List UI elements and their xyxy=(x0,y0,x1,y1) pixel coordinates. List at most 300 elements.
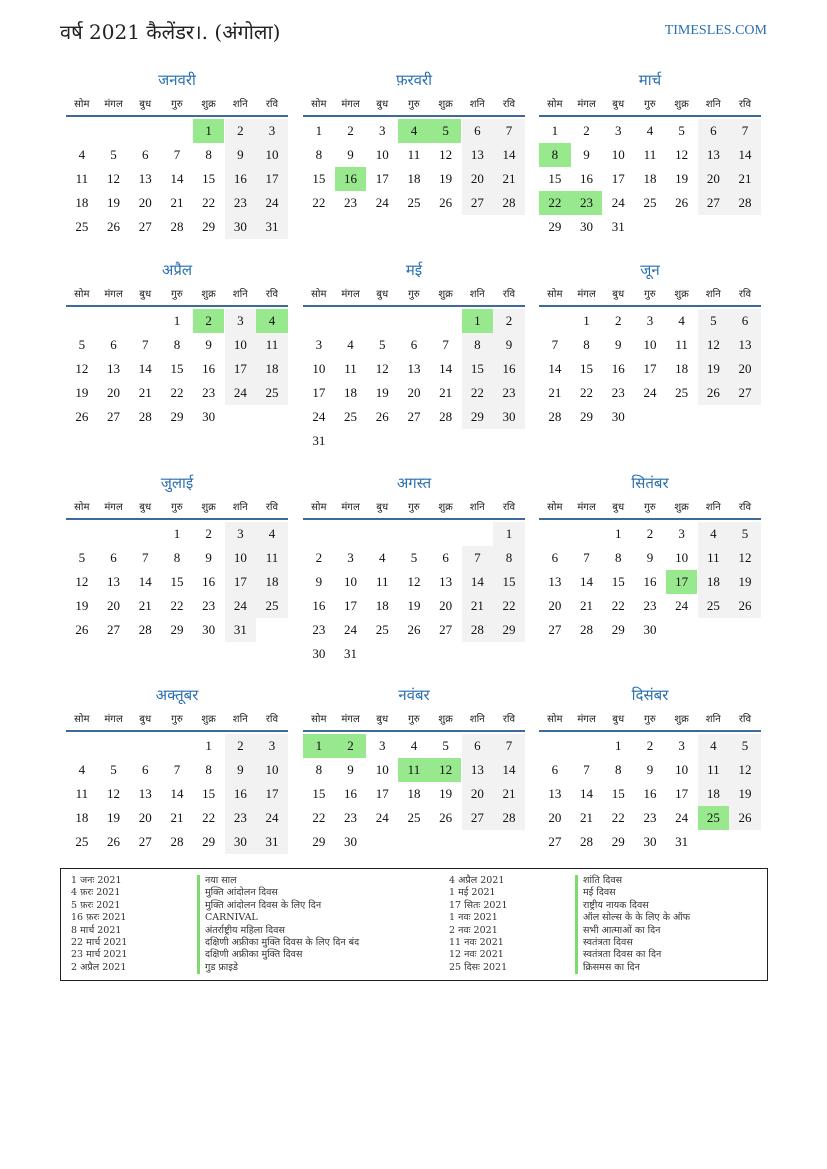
day-cell: 4 xyxy=(78,147,86,162)
day-cell: 7 xyxy=(173,147,181,162)
day-cell: 2 xyxy=(225,734,257,758)
day-cell: 22 xyxy=(170,385,184,400)
weekday-label: रवि xyxy=(738,99,752,110)
day-cell: 17 xyxy=(225,570,257,594)
day-cell: 6 xyxy=(551,762,559,777)
day-cell: 24 xyxy=(675,810,689,825)
day-cell: 6 xyxy=(462,734,494,758)
day-cell: 29 xyxy=(312,834,326,849)
legend-holiday-name: राष्ट्रीय नायक दिवस xyxy=(583,899,649,911)
legend-holiday-name: क्रिसमस का दिन xyxy=(583,961,640,973)
day-cell: 27 xyxy=(548,834,562,849)
day-cell: 28 xyxy=(729,191,761,215)
weekday-label: शुक्र xyxy=(201,502,216,513)
weekday-label: शनि xyxy=(232,502,248,513)
legend-date: 2 अप्रैल 2021 xyxy=(71,961,127,973)
legend-marker xyxy=(575,937,578,949)
day-cell: 10 xyxy=(675,550,689,565)
day-cell: 8 xyxy=(583,337,590,352)
day-cell: 14 xyxy=(170,171,184,186)
day-cell: 24 xyxy=(256,191,288,215)
legend-item xyxy=(71,925,359,937)
legend-marker xyxy=(197,937,200,949)
day-cell: 17 xyxy=(375,171,389,186)
day-cell: 29 xyxy=(580,409,594,424)
day-cell: 28 xyxy=(439,409,453,424)
holiday-day-cell: 22 xyxy=(539,191,571,215)
day-cell: 6 xyxy=(442,550,449,565)
day-cell: 21 xyxy=(138,385,152,400)
day-cell: 9 xyxy=(614,337,622,352)
day-cell: 18 xyxy=(675,361,689,376)
holiday-day-cell: 1 xyxy=(303,734,335,758)
legend-marker xyxy=(197,962,200,974)
day-cell: 20 xyxy=(462,782,494,806)
day-cell: 16 xyxy=(312,598,326,613)
weekday-label: गुरु xyxy=(408,714,420,725)
day-cell: 15 xyxy=(312,786,326,801)
weekday-label: रवि xyxy=(265,289,279,300)
day-cell: 21 xyxy=(170,195,184,210)
day-cell: 7 xyxy=(141,337,149,352)
weekday-header xyxy=(66,712,288,732)
legend-holiday-name: स्वतंत्रता दिवस का दिन xyxy=(583,949,662,961)
legend-marker xyxy=(197,925,200,937)
day-cell: 2 xyxy=(493,309,525,333)
day-cell: 25 xyxy=(698,594,730,618)
day-cell: 11 xyxy=(256,333,288,357)
weekday-label: बुध xyxy=(376,289,389,300)
legend-date: 12 नवः 2021 xyxy=(449,949,504,961)
weekday-label: रवि xyxy=(265,714,279,725)
day-cell: 14 xyxy=(462,570,494,594)
weekday-label: बुध xyxy=(376,502,389,513)
day-cell: 17 xyxy=(375,786,389,801)
weekday-header xyxy=(303,500,525,520)
day-cell: 16 xyxy=(202,361,216,376)
legend-marker xyxy=(197,875,200,887)
day-cell: 26 xyxy=(107,834,121,849)
day-cell: 4 xyxy=(410,738,418,753)
holiday-day-cell: 11 xyxy=(398,758,430,782)
weekday-label: शनि xyxy=(469,99,485,110)
day-cell: 11 xyxy=(675,337,688,352)
weekday-label: मंगल xyxy=(577,714,596,725)
day-cell: 28 xyxy=(138,622,152,637)
day-cell: 10 xyxy=(675,762,689,777)
day-cell: 23 xyxy=(611,385,625,400)
legend-item xyxy=(449,949,690,961)
day-cell: 9 xyxy=(225,143,257,167)
weekday-label: बुध xyxy=(376,714,389,725)
weekday-label: सोम xyxy=(311,502,327,513)
day-cell: 29 xyxy=(493,618,525,642)
day-cell: 4 xyxy=(378,550,386,565)
day-cell: 30 xyxy=(225,830,257,854)
day-cell: 3 xyxy=(256,119,288,143)
day-cell: 4 xyxy=(698,522,730,546)
day-cell: 6 xyxy=(462,119,494,143)
day-cell: 23 xyxy=(493,381,525,405)
holiday-day-cell: 4 xyxy=(398,119,430,143)
day-cell: 26 xyxy=(375,409,389,424)
day-cell: 8 xyxy=(462,333,494,357)
day-cell: 13 xyxy=(548,574,562,589)
day-cell: 19 xyxy=(375,385,389,400)
day-cell: 25 xyxy=(75,219,89,234)
month-name: दिसंबर xyxy=(631,686,669,704)
day-cell: 23 xyxy=(344,195,358,210)
day-cell: 11 xyxy=(344,361,357,376)
legend-holiday-name: सभी आत्माओं का दिन xyxy=(583,924,661,936)
weekday-label: शुक्र xyxy=(201,289,216,300)
weekday-label: बुध xyxy=(612,99,625,110)
day-cell: 27 xyxy=(407,409,421,424)
legend-marker xyxy=(575,949,578,961)
day-cell: 23 xyxy=(643,810,657,825)
day-cell: 5 xyxy=(110,147,117,162)
page-title: वर्ष 2021 कैलेंडर।. (अंगोला) xyxy=(60,20,281,44)
day-cell: 30 xyxy=(202,622,216,637)
day-cell: 19 xyxy=(407,598,421,613)
weekday-label: शनि xyxy=(469,289,485,300)
legend-item xyxy=(71,912,359,924)
day-cell: 9 xyxy=(646,550,654,565)
day-cell: 3 xyxy=(678,526,685,541)
day-cell: 6 xyxy=(410,337,418,352)
legend-marker xyxy=(197,912,200,924)
day-cell: 6 xyxy=(141,762,149,777)
holiday-day-cell: 23 xyxy=(571,191,603,215)
day-cell: 18 xyxy=(407,171,421,186)
day-cell: 18 xyxy=(256,357,288,381)
day-cell: 11 xyxy=(643,147,657,162)
day-cell: 19 xyxy=(107,810,121,825)
holiday-day-cell: 2 xyxy=(335,734,367,758)
weekday-label: सोम xyxy=(74,99,90,110)
day-cell: 1 xyxy=(173,313,181,328)
legend-date: 11 नवः 2021 xyxy=(449,936,504,948)
day-cell: 3 xyxy=(614,123,622,138)
weekday-label: गुरु xyxy=(644,502,656,513)
day-cell: 15 xyxy=(312,171,326,186)
day-cell: 26 xyxy=(729,806,761,830)
day-cell: 9 xyxy=(493,333,525,357)
day-cell: 13 xyxy=(107,361,121,376)
legend-date: 1 मई 2021 xyxy=(449,887,496,899)
legend-item xyxy=(449,875,690,887)
holiday-day-cell: 2 xyxy=(193,309,225,333)
weekday-label: रवि xyxy=(502,502,516,513)
day-cell: 27 xyxy=(439,622,453,637)
day-cell: 3 xyxy=(315,337,323,352)
weekday-label: शुक्र xyxy=(674,99,689,110)
weekday-label: मंगल xyxy=(341,99,360,110)
legend-item xyxy=(71,887,359,899)
weekday-label: शुक्र xyxy=(201,99,216,110)
day-cell: 1 xyxy=(205,738,212,753)
legend-item xyxy=(71,949,359,961)
day-cell: 18 xyxy=(256,570,288,594)
day-cell: 13 xyxy=(439,574,453,589)
day-cell: 14 xyxy=(580,574,594,589)
holiday-day-cell: 1 xyxy=(462,309,494,333)
day-cell: 1 xyxy=(614,526,622,541)
day-cell: 20 xyxy=(462,167,494,191)
day-cell: 11 xyxy=(407,147,421,162)
day-cell: 17 xyxy=(312,385,326,400)
legend-marker xyxy=(575,962,578,974)
day-cell: 7 xyxy=(583,550,590,565)
day-cell: 31 xyxy=(344,646,358,661)
day-cell: 28 xyxy=(138,409,152,424)
day-cell: 29 xyxy=(202,834,216,849)
weekday-label: मंगल xyxy=(577,502,596,513)
legend-marker xyxy=(197,887,200,899)
day-cell: 22 xyxy=(493,594,525,618)
day-cell: 24 xyxy=(643,385,657,400)
day-cell: 27 xyxy=(107,622,121,637)
legend-marker xyxy=(197,900,200,912)
day-cell: 2 xyxy=(347,123,354,138)
day-cell: 28 xyxy=(548,409,562,424)
day-cell: 19 xyxy=(75,385,89,400)
day-cell: 12 xyxy=(675,147,689,162)
day-cell: 30 xyxy=(580,219,594,234)
day-cell: 13 xyxy=(107,574,121,589)
day-cell: 23 xyxy=(202,598,216,613)
day-cell: 19 xyxy=(698,357,730,381)
weekday-label: मंगल xyxy=(104,99,123,110)
legend-holiday-name: दक्षिणी अफ्रीका मुक्ति दिवस xyxy=(205,949,303,961)
day-cell: 5 xyxy=(78,337,86,352)
day-cell: 30 xyxy=(643,834,657,849)
day-cell: 23 xyxy=(643,598,657,613)
day-cell: 4 xyxy=(347,337,354,352)
weekday-header xyxy=(66,500,288,520)
day-cell: 19 xyxy=(729,570,761,594)
weekday-label: रवि xyxy=(738,289,752,300)
day-cell: 26 xyxy=(675,195,689,210)
day-cell: 12 xyxy=(107,171,121,186)
weekday-label: शनि xyxy=(232,714,248,725)
day-cell: 6 xyxy=(729,309,761,333)
day-cell: 24 xyxy=(375,810,389,825)
day-cell: 21 xyxy=(580,598,594,613)
holiday-day-cell: 8 xyxy=(539,143,571,167)
day-cell: 13 xyxy=(729,333,761,357)
legend-holiday-name: शांति दिवस xyxy=(583,875,623,886)
legend-marker xyxy=(575,887,578,899)
day-cell: 29 xyxy=(548,219,562,234)
day-cell: 30 xyxy=(312,646,326,661)
day-cell: 29 xyxy=(611,834,625,849)
legend-holiday-name: CARNIVAL xyxy=(205,912,258,924)
legend-date: 4 अप्रैल 2021 xyxy=(449,875,505,886)
day-cell: 27 xyxy=(462,191,494,215)
day-cell: 20 xyxy=(439,598,453,613)
day-cell: 10 xyxy=(256,143,288,167)
day-cell: 2 xyxy=(205,526,212,541)
day-cell: 20 xyxy=(107,385,121,400)
legend-marker xyxy=(197,949,200,961)
weekday-label: बुध xyxy=(139,289,152,300)
day-cell: 25 xyxy=(643,195,657,210)
legend-date: 1 जनः 2021 xyxy=(71,875,122,886)
day-cell: 17 xyxy=(256,167,288,191)
day-cell: 13 xyxy=(462,143,494,167)
day-cell: 18 xyxy=(75,810,89,825)
weekday-label: बुध xyxy=(139,502,152,513)
weekday-label: सोम xyxy=(547,502,563,513)
day-cell: 4 xyxy=(698,734,730,758)
legend-date: 23 मार्च 2021 xyxy=(71,949,128,961)
day-cell: 16 xyxy=(225,782,257,806)
day-cell: 28 xyxy=(170,834,184,849)
day-cell: 21 xyxy=(170,810,184,825)
weekday-label: शनि xyxy=(705,502,721,513)
day-cell: 7 xyxy=(729,119,761,143)
day-cell: 25 xyxy=(407,195,421,210)
day-cell: 6 xyxy=(110,550,117,565)
weekday-header xyxy=(66,287,288,307)
month-name: मई xyxy=(405,261,423,279)
day-cell: 19 xyxy=(439,786,453,801)
day-cell: 5 xyxy=(78,550,86,565)
day-cell: 15 xyxy=(548,171,562,186)
month-name: जनवरी xyxy=(158,71,196,89)
day-cell: 21 xyxy=(729,167,761,191)
day-cell: 26 xyxy=(439,195,453,210)
day-cell: 6 xyxy=(141,147,149,162)
weekday-label: रवि xyxy=(738,714,752,725)
holiday-day-cell: 16 xyxy=(335,167,367,191)
day-cell: 16 xyxy=(611,361,625,376)
day-cell: 4 xyxy=(78,762,86,777)
day-cell: 31 xyxy=(256,215,288,239)
day-cell: 18 xyxy=(344,385,358,400)
day-cell: 17 xyxy=(675,786,689,801)
day-cell: 6 xyxy=(551,550,559,565)
weekday-header xyxy=(539,97,761,117)
day-cell: 30 xyxy=(643,622,657,637)
day-cell: 25 xyxy=(407,810,421,825)
day-cell: 10 xyxy=(344,574,358,589)
day-cell: 14 xyxy=(138,574,152,589)
day-cell: 5 xyxy=(678,123,685,138)
day-cell: 12 xyxy=(439,147,453,162)
day-cell: 16 xyxy=(493,357,525,381)
day-cell: 7 xyxy=(141,550,149,565)
day-cell: 8 xyxy=(205,762,212,777)
day-cell: 23 xyxy=(312,622,326,637)
weekday-label: शनि xyxy=(469,502,485,513)
day-cell: 20 xyxy=(548,598,562,613)
day-cell: 25 xyxy=(75,834,89,849)
day-cell: 31 xyxy=(312,433,326,448)
day-cell: 27 xyxy=(138,834,152,849)
day-cell: 10 xyxy=(225,333,257,357)
day-cell: 15 xyxy=(170,361,184,376)
day-cell: 26 xyxy=(75,409,89,424)
day-cell: 24 xyxy=(375,195,389,210)
day-cell: 8 xyxy=(315,762,323,777)
day-cell: 16 xyxy=(580,171,594,186)
day-cell: 9 xyxy=(583,147,590,162)
day-cell: 16 xyxy=(344,786,358,801)
day-cell: 17 xyxy=(611,171,625,186)
day-cell: 5 xyxy=(729,734,761,758)
weekday-label: मंगल xyxy=(341,289,360,300)
day-cell: 25 xyxy=(256,594,288,618)
day-cell: 2 xyxy=(614,313,622,328)
day-cell: 7 xyxy=(493,119,525,143)
day-cell: 8 xyxy=(493,546,525,570)
day-cell: 14 xyxy=(138,361,152,376)
day-cell: 13 xyxy=(138,171,152,186)
day-cell: 19 xyxy=(439,171,453,186)
day-cell: 8 xyxy=(614,762,622,777)
day-cell: 30 xyxy=(225,215,257,239)
day-cell: 23 xyxy=(225,806,257,830)
day-cell: 31 xyxy=(256,830,288,854)
legend-item xyxy=(449,900,690,912)
month-name: मार्च xyxy=(638,71,662,89)
weekday-label: शनि xyxy=(232,289,248,300)
day-cell: 21 xyxy=(493,167,525,191)
day-cell: 27 xyxy=(698,191,730,215)
legend-date: 25 दिसः 2021 xyxy=(449,961,508,973)
weekday-label: सोम xyxy=(547,99,563,110)
legend-holiday-name: मुक्ति आंदोलन दिवस xyxy=(205,887,278,899)
day-cell: 20 xyxy=(729,357,761,381)
day-cell: 18 xyxy=(75,195,89,210)
day-cell: 12 xyxy=(107,786,121,801)
legend-item xyxy=(71,900,359,912)
day-cell: 5 xyxy=(410,550,418,565)
day-cell: 16 xyxy=(225,167,257,191)
day-cell: 5 xyxy=(378,337,386,352)
day-cell: 10 xyxy=(611,147,625,162)
site-name[interactable]: TIMESLES.COM xyxy=(664,23,767,38)
day-cell: 19 xyxy=(729,782,761,806)
day-cell: 5 xyxy=(698,309,730,333)
weekday-label: मंगल xyxy=(341,714,360,725)
month-name: अगस्त xyxy=(396,474,432,492)
day-cell: 7 xyxy=(442,337,449,352)
day-cell: 14 xyxy=(439,361,453,376)
day-cell: 11 xyxy=(698,546,730,570)
day-cell: 4 xyxy=(678,313,685,328)
day-cell: 3 xyxy=(378,123,386,138)
day-cell: 1 xyxy=(583,313,590,328)
day-cell: 9 xyxy=(225,758,257,782)
legend-holiday-name: मई दिवस xyxy=(583,887,616,899)
legend-date: 2 नवः 2021 xyxy=(449,924,498,936)
day-cell: 23 xyxy=(225,191,257,215)
weekday-label: सोम xyxy=(547,289,563,300)
weekday-label: गुरु xyxy=(408,289,420,300)
day-cell: 25 xyxy=(675,385,689,400)
weekday-label: शुक्र xyxy=(201,714,216,725)
weekday-header xyxy=(303,287,525,307)
weekday-label: शुक्र xyxy=(438,502,453,513)
day-cell: 31 xyxy=(225,618,257,642)
day-cell: 28 xyxy=(462,618,494,642)
day-cell: 4 xyxy=(646,123,654,138)
day-cell: 11 xyxy=(256,546,288,570)
weekday-label: सोम xyxy=(74,714,90,725)
